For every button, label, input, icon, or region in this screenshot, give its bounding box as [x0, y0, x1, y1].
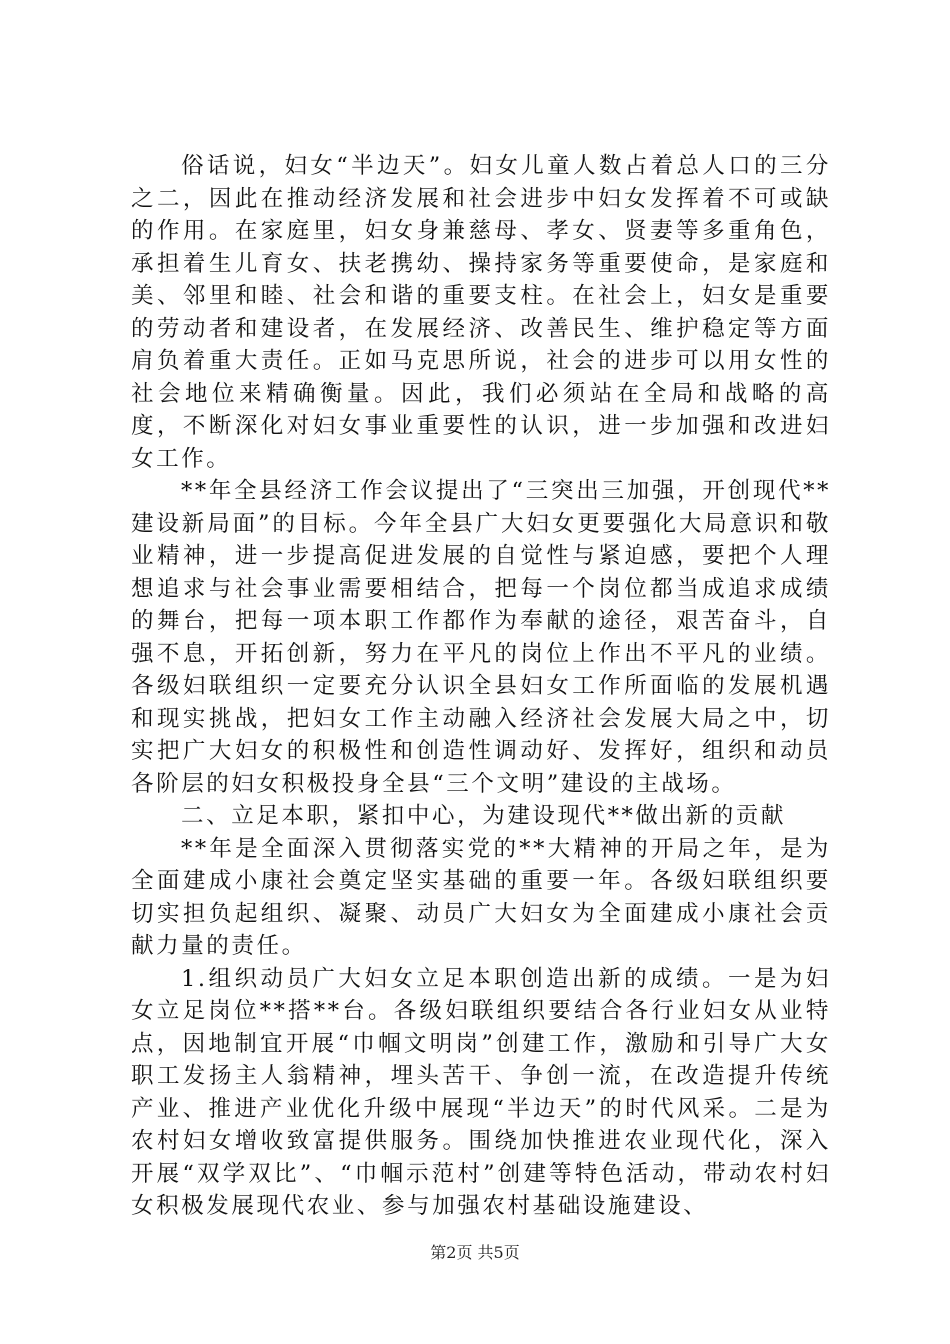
paragraph-opening-year: **年是全面深入贯彻落实党的**大精神的开局之年，是为全面建成小康社会奠定坚实基础的重要一年。各级妇联组织要切实担负起组织、凝聚、动员广大妇女为全面建成小康社会贡献力量的责任。	[131, 835, 831, 959]
paragraph-item-1: 1.组织动员广大妇女立足本职创造出新的成绩。一是为妇女立足岗位**搭**台。各级妇联组织要结合各行业妇女从业特点，因地制宜开展“巾帼文明岗”创建工作，激励和引导广大女职工发扬主人翁精神，埋头苦干、争创一流，在改造提升传统产业、推进产业优化升级中展现“半边天”的时代风采。二是为农村妇女增收致富提供服务。围绕加快推进农业现代化，深入开展“双学双比”、“巾帼示范村”创建等特色活动，带动农村妇女积极发展现代农业、参与加强农村基础设施建设、	[131, 965, 831, 1219]
section-heading: 二、立足本职，紧扣中心，为建设现代**做出新的贡献	[181, 803, 787, 829]
document-body	[131, 150, 831, 1223]
paragraph-economic-meeting: **年全县经济工作会议提出了“三突出三加强，开创现代**建设新局面”的目标。今年全县广大妇女更要强化大局意识和敬业精神，进一步提高促进发展的自觉性与紧迫感，要把个人理想追求与社会事业需要相结合，把每一个岗位都当成追求成绩的舞台，把每一项本职工作都作为奉献的途径，艰苦奋斗，自强不息，开拓创新，努力在平凡的岗位上作出不平凡的业绩。各级妇联组织一定要充分认识全县妇女工作所面临的发展机遇和现实挑战，把妇女工作主动融入经济社会发展大局之中，切实把广大妇女的积极性和创造性调动好、发挥好，组织和动员各阶层的妇女积极投身全县“三个文明”建设的主战场。	[131, 478, 831, 797]
paragraph-intro: 俗话说，妇女“半边天”。妇女儿童人数占着总人口的三分之二，因此在推动经济发展和社会进步中妇女发挥着不可或缺的作用。在家庭里，妇女身兼慈母、孝女、贤妻等多重角色，承担着生儿育女、扶老携幼、操持家务等重要使命，是家庭和美、邻里和睦、社会和谐的重要支柱。在社会上，妇女是重要的劳动者和建设者，在发展经济、改善民生、维护稳定等方面肩负着重大责任。正如马克思所说，社会的进步可以用女性的社会地位来精确衡量。因此，我们必须站在全局和战略的高度，不断深化对妇女事业重要性的认识，进一步加强和改进妇女工作。	[131, 153, 831, 472]
page-number-footer: 第2页 共5页	[430, 1243, 520, 1262]
